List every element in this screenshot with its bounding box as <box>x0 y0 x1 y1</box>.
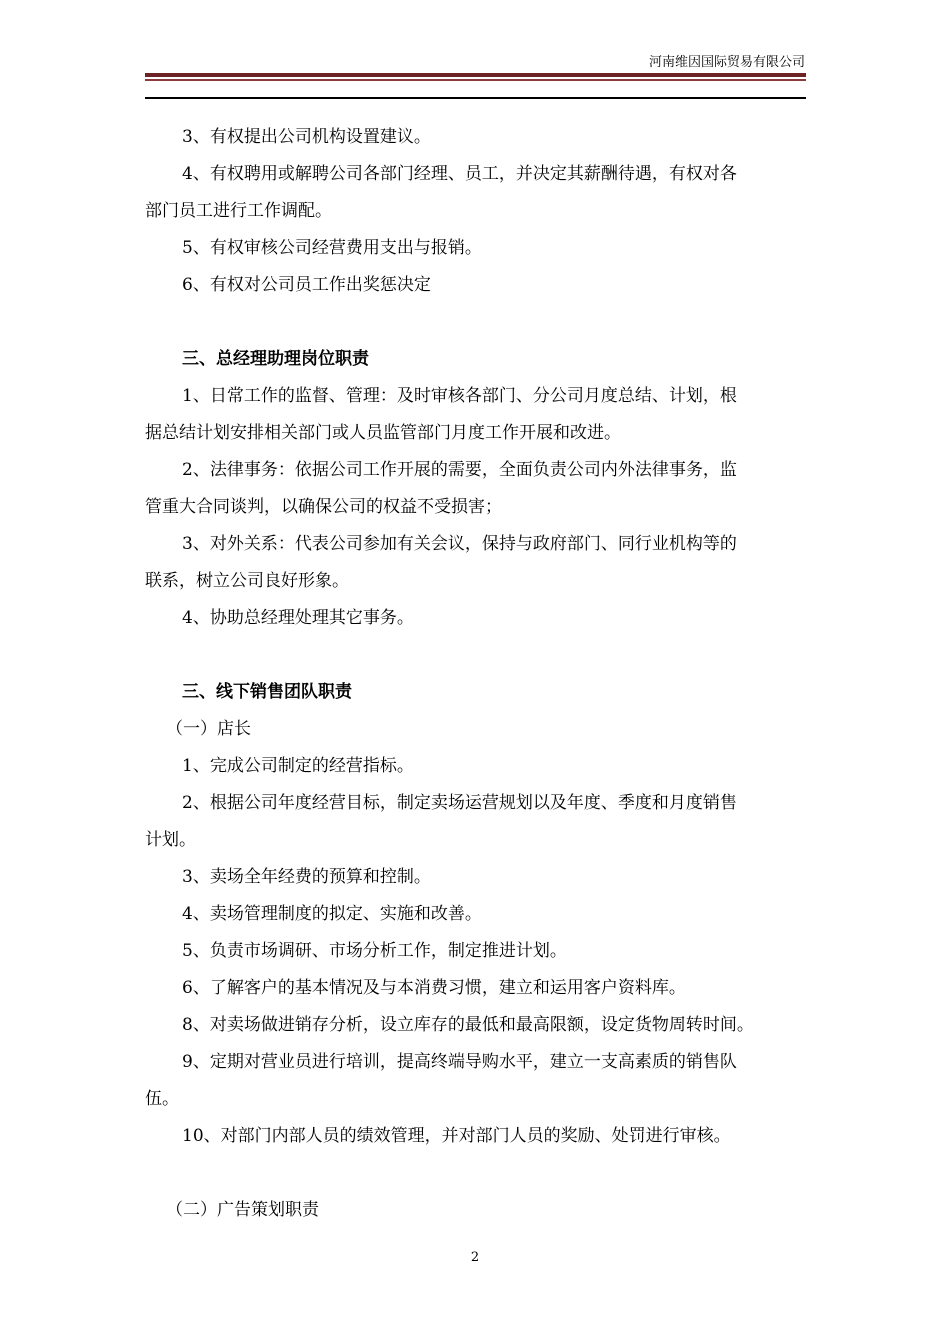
paragraph-line: 据总结计划安排相关部门或人员监管部门月度工作开展和改进。 <box>145 423 621 443</box>
paragraph-line: 5、负责市场调研、市场分析工作，制定推进计划。 <box>182 941 567 961</box>
header-company-name: 河南维因国际贸易有限公司 <box>648 55 805 70</box>
paragraph-line: 伍。 <box>145 1089 179 1109</box>
paragraph-line: 4、协助总经理处理其它事务。 <box>182 608 414 628</box>
section-heading-offline-sales: 三、线下销售团队职责 <box>182 682 352 702</box>
paragraph-gap <box>145 1155 825 1192</box>
section-heading-assistant-gm: 三、总经理助理岗位职责 <box>182 349 369 369</box>
paragraph-line: 6、了解客户的基本情况及与本消费习惯，建立和运用客户资料库。 <box>182 978 686 998</box>
paragraph-line: 10、对部门内部人员的绩效管理，并对部门人员的奖励、处罚进行审核。 <box>182 1126 731 1146</box>
paragraph-line: 2、法律事务：依据公司工作开展的需要，全面负责公司内外法律事务，监 <box>182 460 737 480</box>
paragraph-line: 3、卖场全年经费的预算和控制。 <box>182 867 431 887</box>
page-number: 2 <box>470 1250 480 1265</box>
paragraph-line: 1、日常工作的监督、管理：及时审核各部门、分公司月度总结、计划，根 <box>182 386 737 406</box>
header-rule-thin <box>145 97 806 99</box>
subsection-heading-store-manager: （一）店长 <box>166 719 251 739</box>
paragraph-line: 3、有权提出公司机构设置建议。 <box>182 127 431 147</box>
subsection-heading-ad-planning: （二）广告策划职责 <box>166 1200 319 1220</box>
paragraph-line: 1、完成公司制定的经营指标。 <box>182 756 414 776</box>
header-rule-thick <box>145 73 806 77</box>
header-rule-double <box>145 79 806 81</box>
paragraph-line: 6、有权对公司员工作出奖惩决定 <box>182 275 431 295</box>
paragraph-gap <box>145 304 825 341</box>
paragraph-line: 4、卖场管理制度的拟定、实施和改善。 <box>182 904 482 924</box>
document-body <box>145 119 825 1229</box>
paragraph-line: 联系，树立公司良好形象。 <box>145 571 349 591</box>
paragraph-line: 计划。 <box>145 830 196 850</box>
paragraph-line: 3、对外关系：代表公司参加有关会议，保持与政府部门、同行业机构等的 <box>182 534 737 554</box>
paragraph-line: 2、根据公司年度经营目标，制定卖场运营规划以及年度、季度和月度销售 <box>182 793 737 813</box>
paragraph-line: 8、对卖场做进销存分析，设立库存的最低和最高限额，设定货物周转时间。 <box>182 1015 754 1035</box>
paragraph-line: 部门员工进行工作调配。 <box>145 201 332 221</box>
paragraph-line: 4、有权聘用或解聘公司各部门经理、员工，并决定其薪酬待遇，有权对各 <box>182 164 737 184</box>
paragraph-line: 管重大合同谈判，以确保公司的权益不受损害； <box>145 497 502 517</box>
paragraph-line: 9、定期对营业员进行培训，提高终端导购水平，建立一支高素质的销售队 <box>182 1052 737 1072</box>
paragraph-line: 5、有权审核公司经营费用支出与报销。 <box>182 238 482 258</box>
paragraph-gap <box>145 637 825 674</box>
